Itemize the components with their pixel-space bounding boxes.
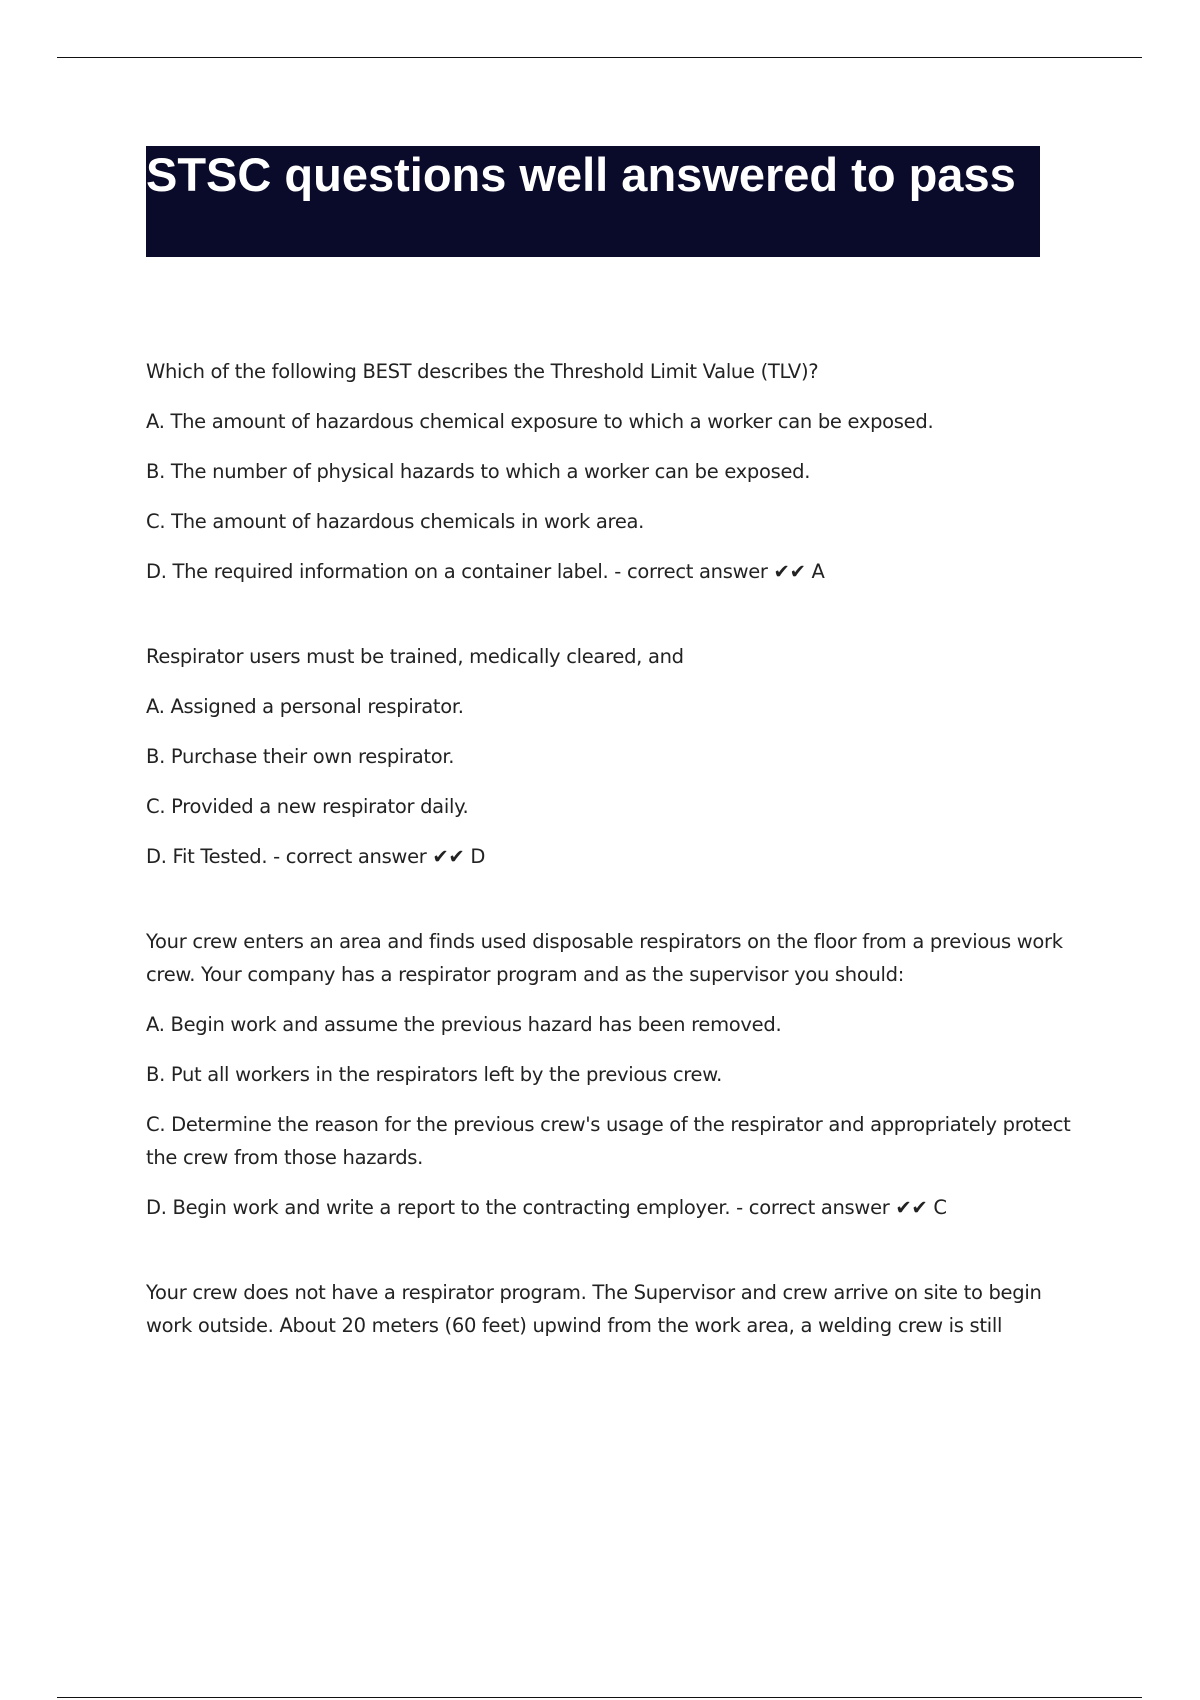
answer-option: B. Put all workers in the respirators left by the previous crew. (146, 1063, 723, 1086)
answer-option: D. The required information on a container label. - correct answer ✔✔ A (146, 560, 825, 583)
answer-option: A. The amount of hazardous chemical exposure to which a worker can be exposed. (146, 410, 934, 433)
question-prompt: Your crew does not have a respirator program. The Supervisor and crew arrive on site to begin work outside. About 20 meters (60 feet) upwind from the work area, a welding crew is still (146, 1281, 1042, 1337)
question-block (146, 640, 1076, 873)
answer-option: D. Begin work and write a report to the contracting employer. - correct answer ✔✔ C (146, 1196, 947, 1219)
answer-option: C. Provided a new respirator daily. (146, 795, 469, 818)
question-block (146, 355, 1076, 588)
answer-option: D. Fit Tested. - correct answer ✔✔ D (146, 845, 486, 868)
answer-option: A. Begin work and assume the previous hazard has been removed. (146, 1013, 782, 1036)
answer-option: B. The number of physical hazards to which a worker can be exposed. (146, 460, 811, 483)
question-list (146, 355, 1076, 1394)
question-block (146, 925, 1076, 1224)
question-prompt: Your crew enters an area and finds used disposable respirators on the floor from a previous work crew. Your company has a respirator program and as the supervisor you should: (146, 930, 1063, 986)
answer-option: A. Assigned a personal respirator. (146, 695, 464, 718)
question-prompt: Respirator users must be trained, medically cleared, and (146, 645, 684, 668)
header-rule (57, 57, 1142, 58)
answer-option: B. Purchase their own respirator. (146, 745, 455, 768)
answer-option: C. Determine the reason for the previous crew's usage of the respirator and appropriately protect the crew from those hazards. (146, 1113, 1071, 1169)
document-title: STSC questions well answered to pass (146, 148, 1016, 201)
question-block (146, 1276, 1076, 1342)
question-prompt: Which of the following BEST describes the Threshold Limit Value (TLV)? (146, 360, 819, 383)
footer-rule (57, 1697, 1142, 1698)
answer-option: C. The amount of hazardous chemicals in work area. (146, 510, 645, 533)
title-banner (146, 146, 1040, 257)
